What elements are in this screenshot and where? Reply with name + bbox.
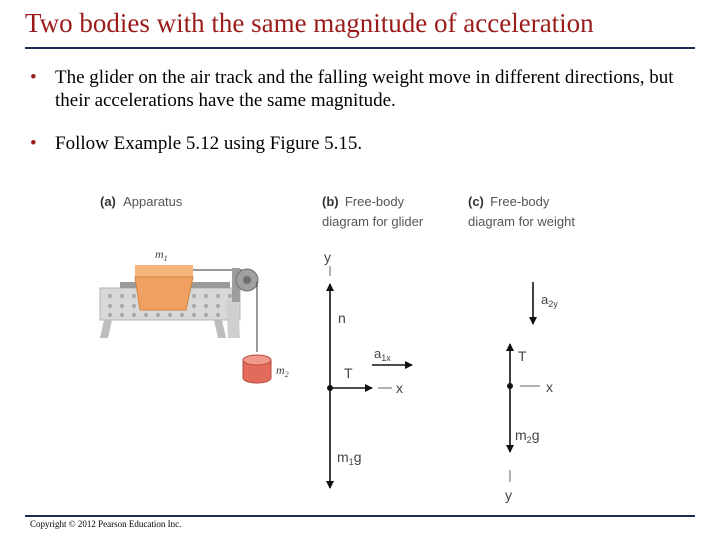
- glider-point: [327, 385, 333, 391]
- panel-c-title-line1: (c) Free-body: [468, 194, 550, 209]
- panel-b-title-line1: (b) Free-body: [322, 194, 405, 209]
- bullet-dot: •: [30, 67, 37, 88]
- panel-b-free-body-glider: [322, 194, 424, 488]
- acceleration-label: $a_{1x}$: [374, 346, 391, 363]
- weight-label: $m_2g$: [515, 427, 540, 445]
- weight-label: $m_1g$: [337, 449, 362, 467]
- panel-a-apparatus: [100, 194, 289, 383]
- pulley: [232, 268, 258, 302]
- slide-title: Two bodies with the same magnitude of acceleration: [25, 8, 594, 38]
- mass-2-label: $m_2$: [276, 363, 289, 379]
- tension-label: T: [344, 365, 353, 381]
- bullet-dot: •: [30, 133, 37, 154]
- acceleration-label: $a_{2y}$: [541, 292, 558, 309]
- tension-label: T: [518, 348, 527, 364]
- y-axis-label: y: [505, 487, 512, 503]
- weight-point: [507, 383, 513, 389]
- copyright-text: Copyright © 2012 Pearson Education Inc.: [30, 519, 182, 529]
- panel-b-title-line2: diagram for glider: [322, 214, 424, 229]
- y-axis-label: y: [324, 249, 331, 265]
- footer-divider: [25, 515, 695, 517]
- bullet-text: The glider on the air track and the falling weight move in different directions, but their accelerations have the same magnitude.: [55, 67, 674, 111]
- x-axis-label: x: [396, 380, 403, 396]
- x-axis-label: x: [546, 379, 553, 395]
- glider-block: [135, 265, 193, 310]
- mass-1-label: $m_1$: [155, 247, 168, 263]
- normal-force-label: n: [338, 310, 346, 326]
- panel-a-title: (a) Apparatus: [100, 194, 183, 209]
- bullet-text: Follow Example 5.12 using Figure 5.15.: [55, 133, 363, 154]
- hanging-weight: [243, 355, 271, 383]
- panel-c-free-body-weight: [468, 194, 575, 503]
- panel-c-title-line2: diagram for weight: [468, 214, 575, 229]
